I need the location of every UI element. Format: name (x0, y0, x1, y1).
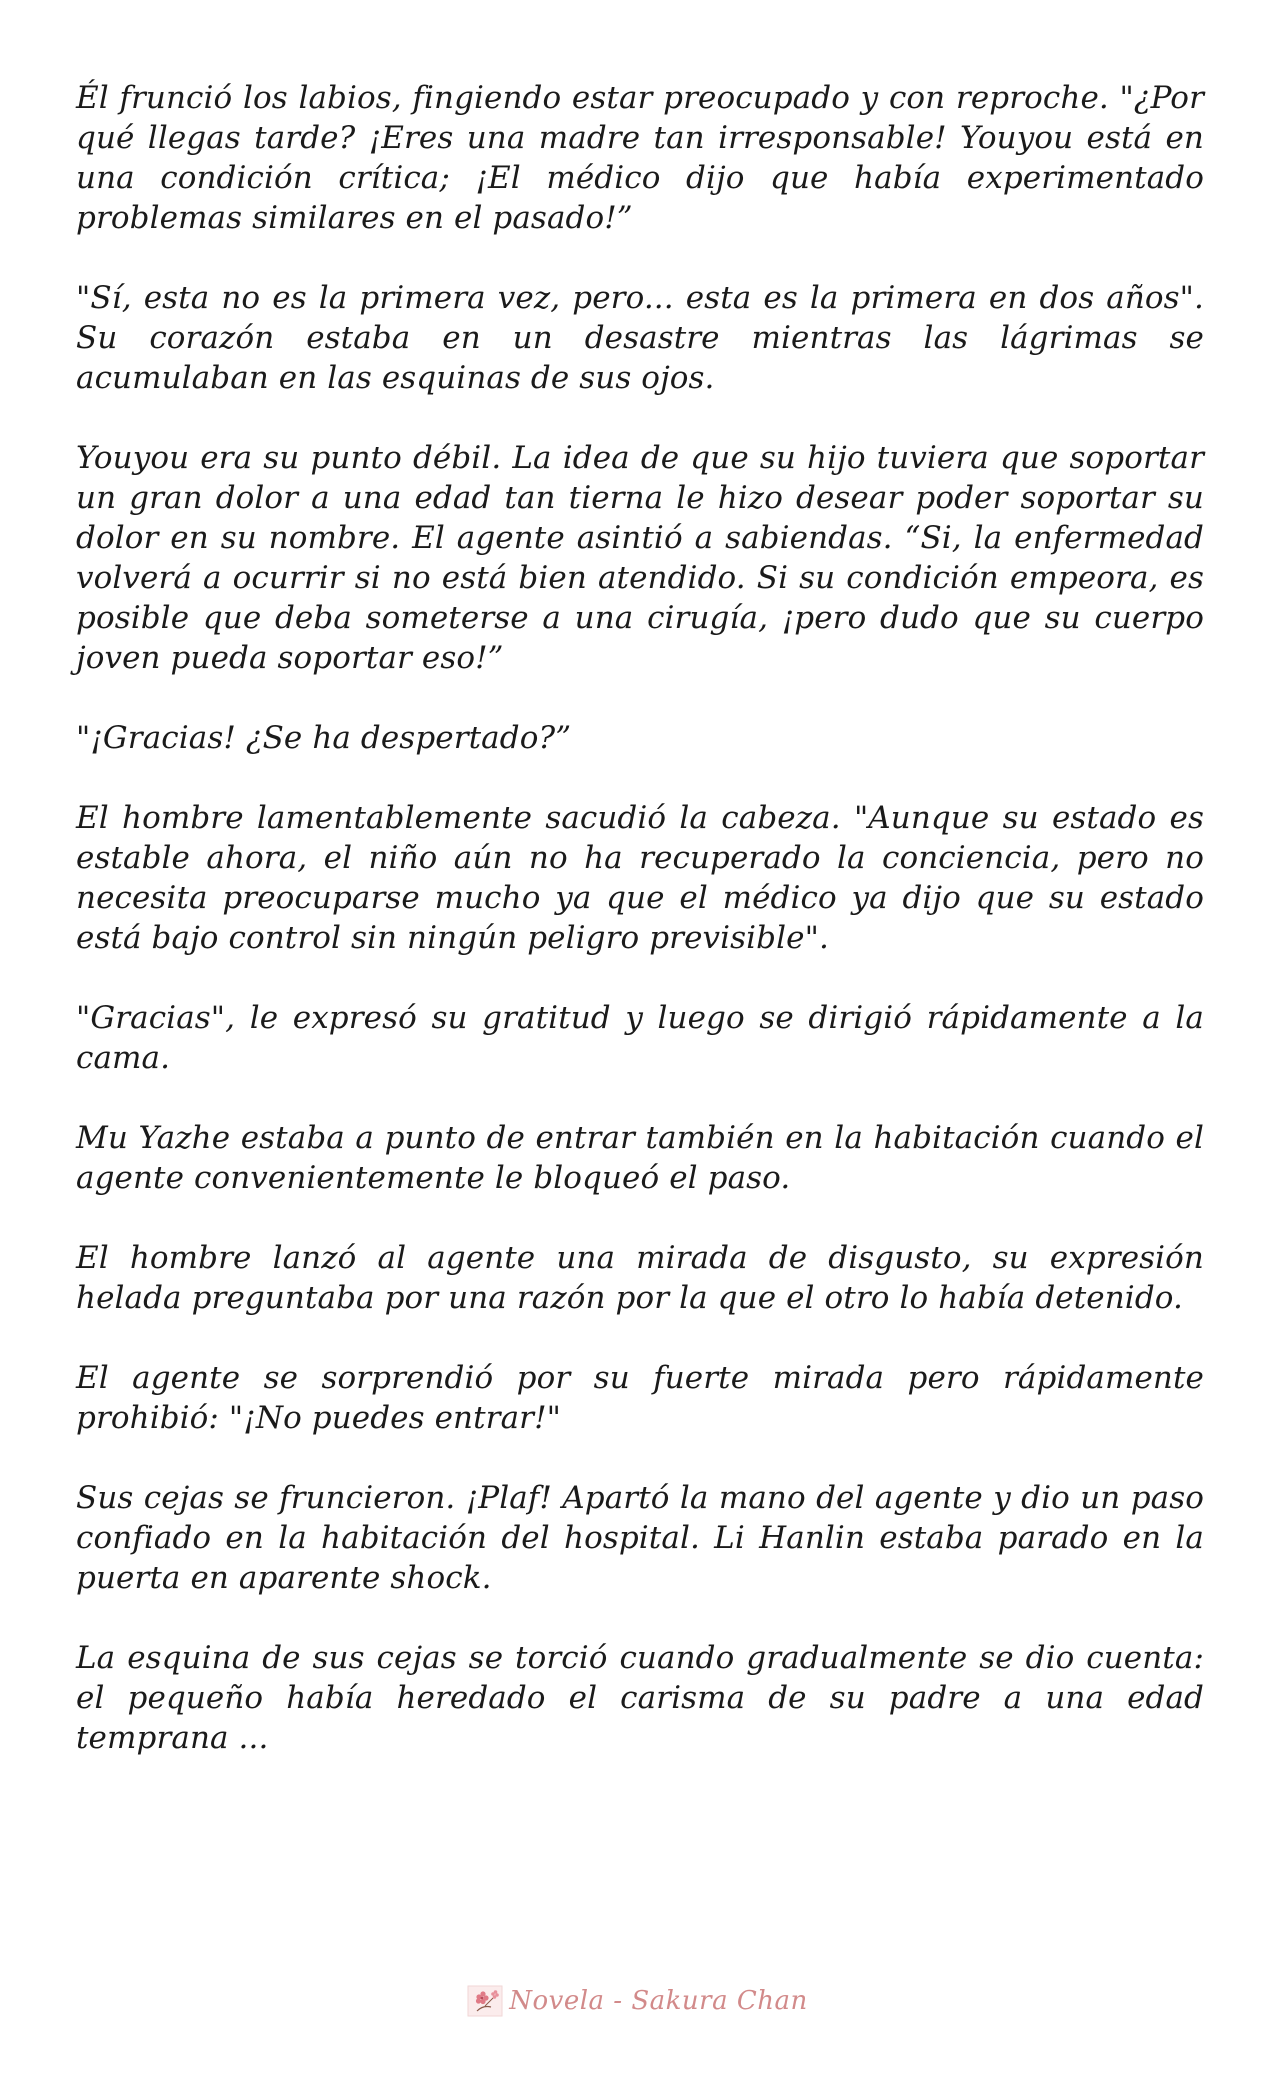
paragraph: Mu Yazhe estaba a punto de entrar también en la habitación cuando el agente convenientemente le bloqueó el paso. (76, 1120, 1204, 1196)
paragraph: La esquina de sus cejas se torció cuando gradualmente se dio cuenta: el pequeño había heredado el carisma de su padre a una edad temprana ... (76, 1640, 1204, 1756)
paragraph: Sus cejas se fruncieron. ¡Plaf! Apartó la mano del agente y dio un paso confiado en la habitación del hospital. Li Hanlin estaba parado en la puerta en aparente shock. (76, 1480, 1204, 1596)
sakura-flower-icon (467, 1985, 503, 2017)
paragraph: "Gracias", le expresó su gratitud y luego se dirigió rápidamente a la cama. (76, 1000, 1204, 1076)
paragraph: "¡Gracias! ¿Se ha despertado?” (76, 720, 572, 756)
footer-text: Novela - Sakura Chan (509, 1986, 808, 2016)
paragraph: El agente se sorprendió por su fuerte mirada pero rápidamente prohibió: "¡No puedes entrar!" (76, 1360, 1204, 1436)
paragraph: El hombre lamentablemente sacudió la cabeza. "Aunque su estado es estable ahora, el niño aún no ha recuperado la conciencia, pero no necesita preocuparse mucho ya que el médico ya dijo que su estado está bajo control sin ningún peligro previsible". (76, 800, 1204, 956)
paragraph: Él frunció los labios, fingiendo estar preocupado y con reproche. "¿Por qué llegas tarde? ¡Eres una madre tan irresponsable! Youyou está en una condición crítica; ¡El médico dijo que había experimentado problemas similares en el pasado!” (76, 80, 1204, 236)
paragraph: Youyou era su punto débil. La idea de que su hijo tuviera que soportar un gran dolor a una edad tan tierna le hizo desear poder soportar su dolor en su nombre. El agente asintió a sabiendas. “Si, la enfermedad volverá a ocurrir si no está bien atendido. Si su condición empeora, es posible que deba someterse a una cirugía, ¡pero dudo que su cuerpo joven pueda soportar eso!” (76, 440, 1204, 676)
paragraph: El hombre lanzó al agente una mirada de disgusto, su expresión helada preguntaba por una razón por la que el otro lo había detenido. (76, 1240, 1204, 1316)
paragraph: "Sí, esta no es la primera vez, pero... esta es la primera en dos años". Su corazón estaba en un desastre mientras las lágrimas se acumulaban en las esquinas de sus ojos. (76, 280, 1204, 396)
page-footer (0, 1985, 1275, 2022)
document-body (76, 78, 1204, 1798)
footer-watermark (467, 1985, 808, 2017)
